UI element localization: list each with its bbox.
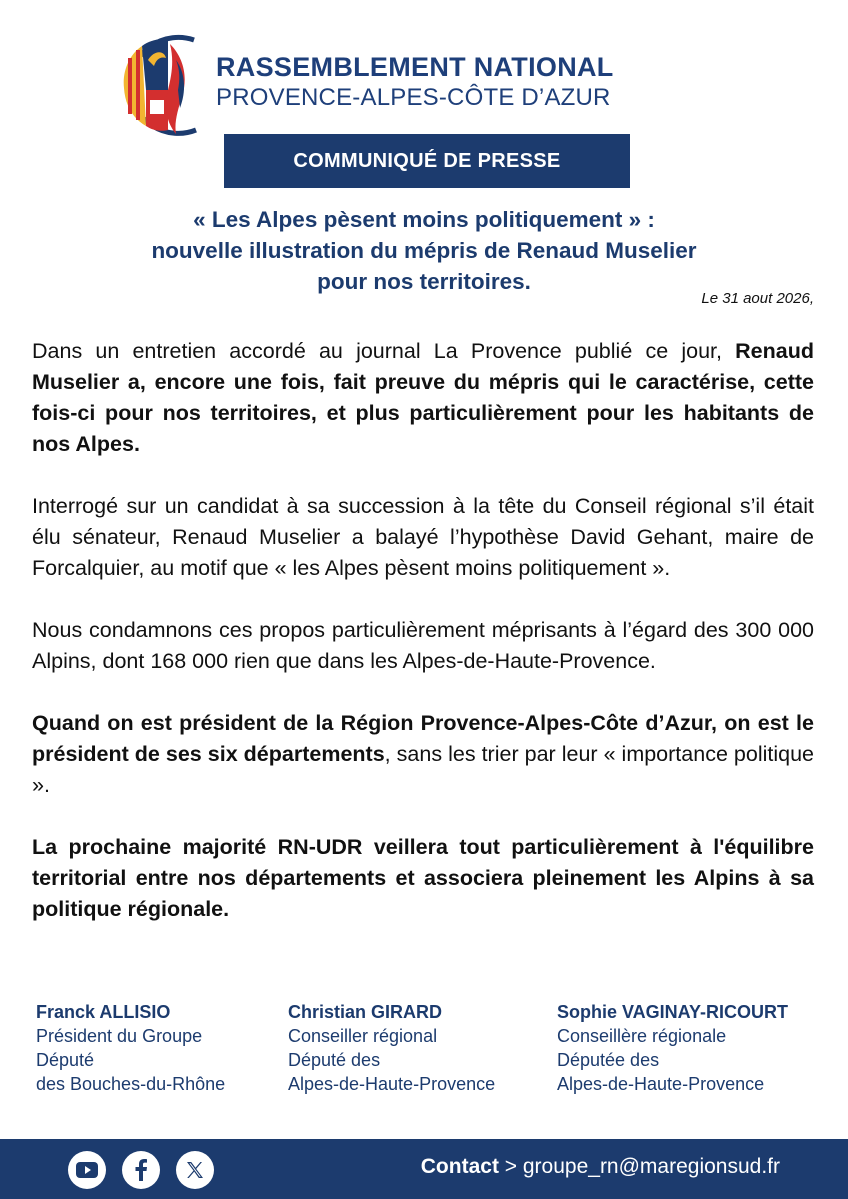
signatory-role: Alpes-de-Haute-Provence xyxy=(557,1074,765,1094)
signatory-name: Christian GIRARD xyxy=(288,1002,443,1022)
signatory-name: Sophie VAGINAY-RICOURT xyxy=(557,1002,789,1022)
contact-info xyxy=(421,1155,780,1179)
paragraph xyxy=(32,336,814,460)
x-icon[interactable] xyxy=(176,1151,214,1189)
headline-line: « Les Alpes pèsent moins politiquement » : xyxy=(193,207,655,232)
signatory-role: des Bouches-du-Rhône xyxy=(36,1074,226,1094)
contact-label: Contact xyxy=(420,1155,499,1178)
footer-bar xyxy=(0,1139,848,1199)
org-region: PROVENCE-ALPES-CÔTE D’AZUR xyxy=(216,84,611,111)
paragraph-bold: La prochaine majorité RN-UDR veillera tout particulièrement à l'équilibre territorial entre nos départements et associera pleinement les Alpins à sa politique régionale. xyxy=(32,835,814,921)
signatory-role: Conseiller régional xyxy=(288,1026,438,1046)
paragraph-text: , sans les trier par leur « importance politique ». xyxy=(32,742,814,797)
paragraph-bold: Quand on est président de la Région Provence-Alpes-Côte d’Azur, on est le président de ses six départements xyxy=(32,711,814,766)
signatory-role: Alpes-de-Haute-Provence xyxy=(288,1074,496,1094)
paragraph xyxy=(32,832,814,925)
signatory-role: Député xyxy=(36,1050,95,1070)
youtube-icon[interactable] xyxy=(68,1151,106,1189)
facebook-icon[interactable] xyxy=(122,1151,160,1189)
rn-flame-logo-icon xyxy=(116,30,216,140)
signatory-role: Députée des xyxy=(557,1050,660,1070)
signatory-role: Président du Groupe xyxy=(36,1026,203,1046)
signature-block xyxy=(557,1000,788,1096)
signatory-role: Conseillère régionale xyxy=(557,1026,727,1046)
headline-line: pour nos territoires. xyxy=(317,269,531,294)
headline-line: nouvelle illustration du mépris de Renaud Muselier xyxy=(151,238,697,263)
paragraph xyxy=(32,708,814,801)
org-name: RASSEMBLEMENT NATIONAL xyxy=(216,52,614,82)
paragraph: Interrogé sur un candidat à sa succession à la tête du Conseil régional s’il était élu sénateur, Renaud Muselier a balayé l’hypothèse David Gehant, maire de Forcalquier, au motif que « les Alpes pèsent moins politiquement ». xyxy=(32,494,814,580)
press-release-body xyxy=(32,336,814,956)
headline xyxy=(40,204,808,297)
paragraph-text: Dans un entretien accordé au journal La Provence publié ce jour, xyxy=(32,339,736,363)
signature-block xyxy=(288,1000,495,1096)
signatory-name: Franck ALLISIO xyxy=(36,1002,171,1022)
press-release-banner: COMMUNIQUÉ DE PRESSE xyxy=(224,134,630,188)
signature-block xyxy=(36,1000,225,1096)
signatory-role: Député des xyxy=(288,1050,381,1070)
contact-email[interactable]: > groupe_rn@maregionsud.fr xyxy=(498,1155,780,1178)
paragraph-bold: Renaud Muselier a, encore une fois, fait preuve du mépris qui le caractérise, cette fois-ci pour nos territoires, et plus particulièrement pour les habitants de nos Alpes. xyxy=(32,339,814,456)
release-date: Le 31 aout 2026, xyxy=(701,290,814,307)
paragraph: Nous condamnons ces propos particulièrement méprisants à l’égard des 300 000 Alpins, dont 168 000 rien que dans les Alpes-de-Haute-Provence. xyxy=(32,618,814,673)
